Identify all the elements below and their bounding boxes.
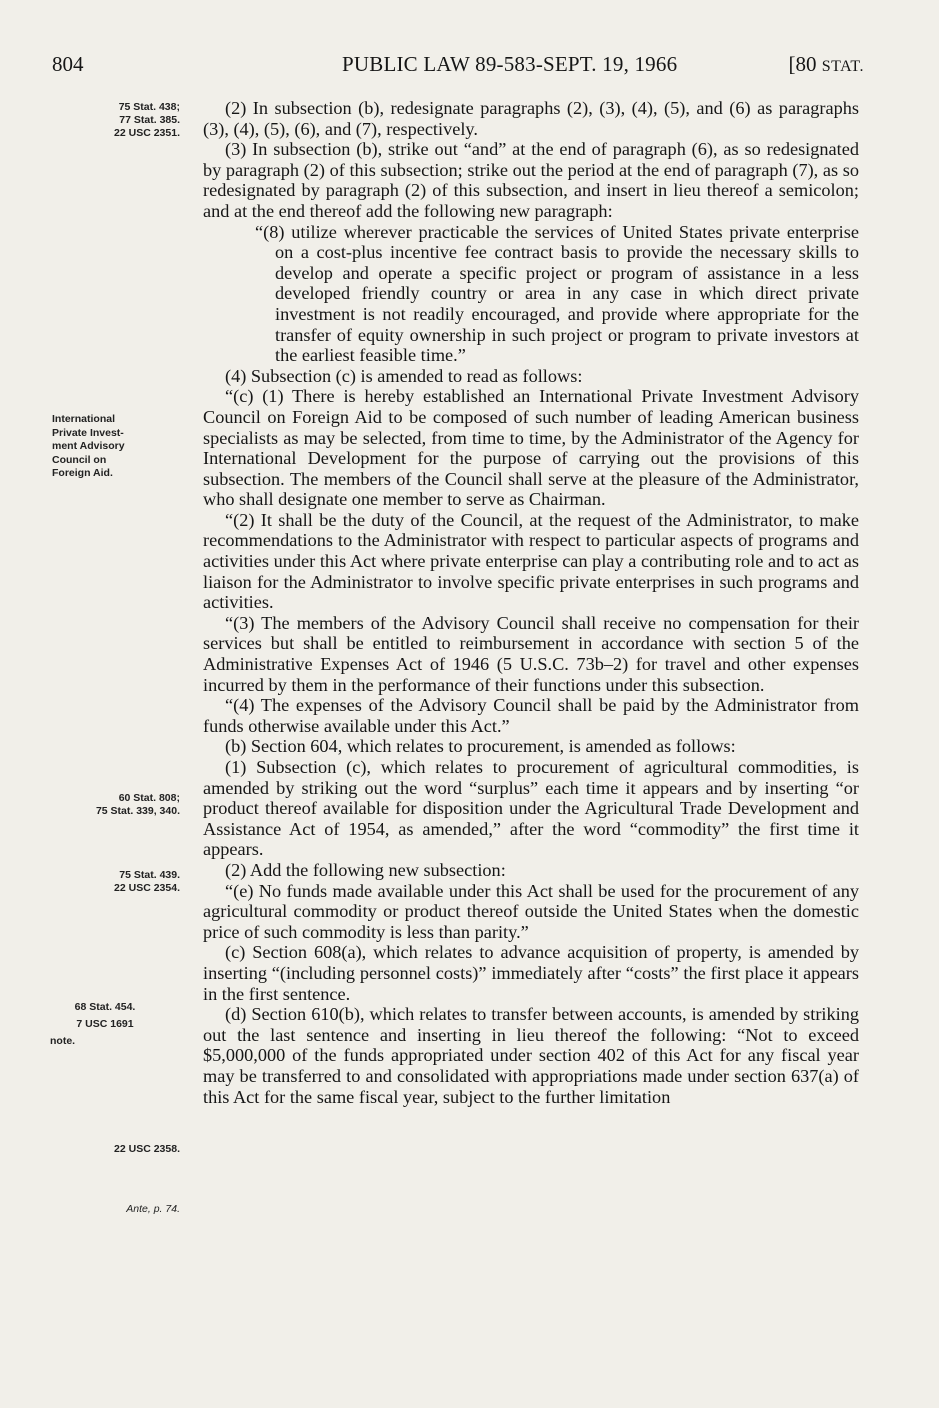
page-number: 804 [52, 52, 84, 76]
margin-note-line: 75 Stat. 439. [119, 869, 180, 881]
margin-note-line: ment Advisory [52, 440, 125, 452]
paragraph: (2) In subsection (b), redesignate paragraphs (2), (3), (4), (5), and (6) as paragraphs (3), (4), (5), (6), and (7), respectively. [203, 98, 859, 139]
margin-note-line: 22 USC 2358. [114, 1143, 180, 1155]
paragraph: (d) Section 610(b), which relates to transfer between accounts, is amended by striking out the last sentence and inserting in lieu thereof the following: “Not to exceed $5,000,000 of the funds appropriated under section 402 of this Act for any fiscal year may be transferred to and consolidated with appropriations made under section 637(a) of this Act for the same fiscal year, subject to the further limitation [203, 1004, 859, 1107]
quoted-paragraph: “(8) utilize wherever practicable the services of United States private enterprise on a cost-plus incentive fee contract basis to provide the necessary skills to develop and operate a specific project or program of assistance in a less developed friendly country or area in any case in which direct private investment is not readily encouraged, and provide where appropriate for the transfer of equity ownership in such project or program to private investors at the earliest feasible time.” [255, 221, 859, 366]
margin-note-2 [52, 413, 202, 481]
paragraph: (1) Subsection (c), which relates to procurement of agricultural commodities, is amended by striking out the word “surplus” each time it appears and by inserting “or product thereof available for disposition under the Agricultural Trade Development and Assistance Act of 1954, as amended,” after the word “commodity” the first time it appears. [203, 757, 859, 860]
paragraph: “(c) (1) There is hereby established an International Private Investment Advisory Council on Foreign Aid to be composed of such number of leading American business specialists as may be selected, from time to time, by the Administrator of the Agency for International Development for the purpose of carrying out the provisions of this subsection. The members of the Council shall serve at the pleasure of the Administrator, who shall designate one member to serve as Chairman. [203, 386, 859, 510]
statute-label: STAT. [821, 58, 864, 75]
margin-note-line: Council on [52, 453, 107, 466]
margin-note-line: Ante, p. 74. [126, 1203, 180, 1215]
margin-note-line: note. [50, 1035, 76, 1047]
margin-note-1 [30, 101, 180, 140]
paragraph: “(4) The expenses of the Advisory Council shall be paid by the Administrator from funds otherwise available under this Act.” [203, 695, 859, 736]
statute-volume [788, 52, 864, 77]
margin-note-6 [30, 1143, 180, 1156]
page-header [52, 52, 864, 82]
page-title: PUBLIC LAW 89-583-SEPT. 19, 1966 [342, 52, 678, 76]
margin-note-line: 75 Stat. 339, 340. [95, 805, 180, 817]
paragraph: (b) Section 604, which relates to procurement, is amended as follows: [225, 736, 736, 757]
margin-note-line: 22 USC 2354. [114, 882, 180, 894]
statute-volume-number: [80 [788, 52, 822, 76]
margin-note-line: 7 USC 1691 [76, 1018, 134, 1030]
paragraph: “(3) The members of the Advisory Council shall receive no compensation for their services but shall be entitled to reimbursement in accordance with section 5 of the Administrative Expenses Act of 1946 (5 U.S.C. 73b–2) for travel and other expenses incurred by them in the performance of their functions under this subsection. [203, 612, 859, 695]
margin-note-line: 75 Stat. 438; [118, 101, 180, 113]
margin-note-4 [30, 869, 180, 895]
paragraph: (3) In subsection (b), strike out “and” at the end of paragraph (6), as so redesignated by paragraph (2) of this subsection; strike out the period at the end of paragraph (7), as so redesignated by paragraph (2) of this subsection, and insert in lieu thereof a semicolon; and at the end thereof add the following new paragraph: [203, 139, 859, 221]
paragraph: (c) Section 608(a), which relates to advance acquisition of property, is amended by inserting “(including personnel costs)” immediately after “costs” the first place it appears in the first sentence. [203, 942, 859, 1004]
margin-note-line: Foreign Aid. [52, 467, 113, 479]
paragraph: (4) Subsection (c) is amended to read as follows: [225, 365, 583, 386]
paragraph: “(e) No funds made available under this Act shall be used for the procurement of any agricultural commodity or product thereof outside the United States when the domestic price of such commodity is less than parity.” [203, 880, 859, 942]
law-body-text [203, 98, 859, 1107]
margin-note-7 [30, 1203, 180, 1216]
margin-note-line: International [52, 413, 116, 425]
margin-note-line: 22 USC 2351. [114, 127, 180, 139]
paragraph: (2) Add the following new subsection: [225, 859, 506, 880]
margin-note-3 [30, 792, 180, 818]
paragraph: “(2) It shall be the duty of the Council, at the request of the Administrator, to make recommendations to the Administrator with respect to particular aspects of programs and activities under this Act where private enterprise can play a contributing role and to act as liaison for the Administrator to involve specific private enterprises in such programs and activities. [203, 509, 859, 613]
margin-note-5 [40, 999, 170, 1050]
margin-note-line: 68 Stat. 454. [74, 1001, 136, 1013]
margin-note-line: 77 Stat. 385. [119, 114, 180, 126]
margin-note-line: Private Invest- [52, 426, 124, 439]
margin-note-line: 60 Stat. 808; [118, 792, 180, 804]
